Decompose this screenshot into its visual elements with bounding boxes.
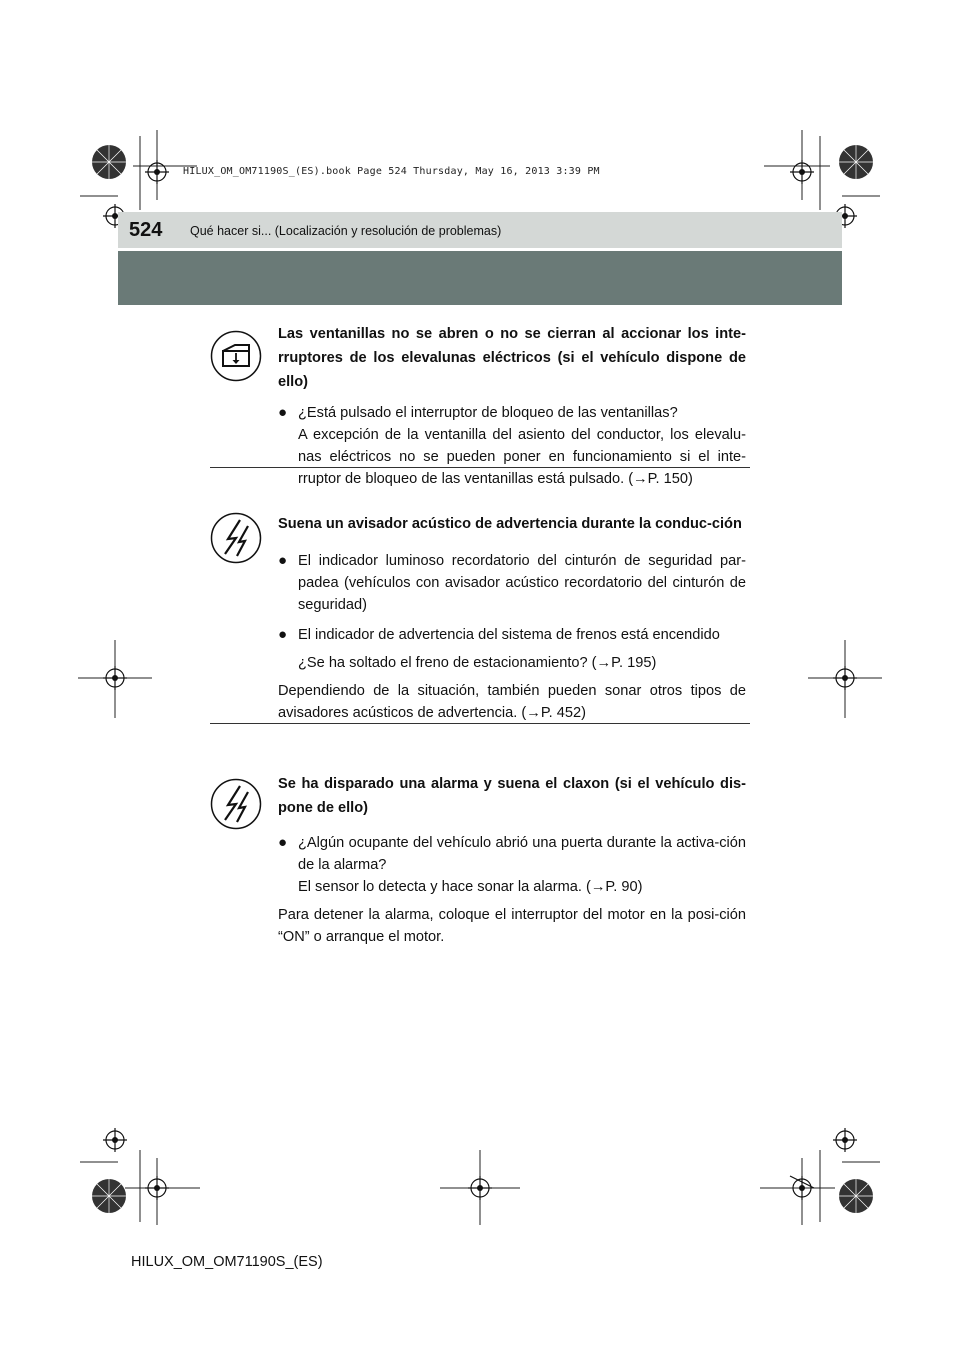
divider [210, 467, 750, 468]
bullet-question: ● ¿Está pulsado el interruptor de bloqueo de las ventanillas? [298, 405, 678, 421]
section-note: Dependiendo de la situación, también pueden sonar otros tipos de avisadores acústicos de advertencia. (→P. 452) [278, 683, 746, 721]
page-number: 524 [129, 219, 163, 241]
power-window-icon [210, 330, 262, 382]
model-code: HILUX_OM_OM71190S_(ES) [131, 1254, 323, 1270]
section-alarm [210, 772, 750, 945]
bullet-item [278, 402, 746, 490]
alarm-icon [210, 778, 262, 830]
section-note: Para detener la alarma, coloque el interruptor del motor en la posi-ción “ON” o arranque el motor. [278, 907, 746, 945]
bullet-text: ● El indicador de advertencia del sistema de frenos está encendido [298, 627, 720, 643]
bullet-item [278, 624, 746, 646]
warning-buzzer-icon [210, 512, 262, 564]
section-heading: Suena un avisador acústico de advertencia durante la conduc-ción [278, 516, 742, 532]
bullet-answer: El sensor lo detecta y hace sonar la alarma. (→P. 90) [298, 879, 643, 895]
bullet-question: ● ¿Algún ocupante del vehículo abrió una puerta durante la activa-ción de la alarma? [298, 835, 746, 873]
section-heading: Las ventanillas no se abren o no se cierran al accionar los inte-rruptores de los elevalunas eléctricos (si el vehículo dispone de ello) [278, 326, 746, 390]
section-title: Qué hacer si... (Localización y resolución de problemas) [190, 224, 502, 238]
header-dark-band [118, 251, 842, 305]
bullet-item [278, 550, 746, 616]
book-info: HILUX_OM_OM71190S_(ES).book Page 524 Thursday, May 16, 2013 3:39 PM [183, 166, 600, 177]
bullet-answer: A excepción de la ventanilla del asiento del conductor, los elevalu-nas eléctricos no se pueden poner en funcionamiento si el inte-rruptor de bloqueo de las ventanillas está pulsado. (→P. 150) [298, 427, 746, 487]
bullet-subtext: ¿Se ha soltado el freno de estacionamiento? (→P. 195) [298, 655, 657, 671]
section-heading: Se ha disparado una alarma y suena el claxon (si el vehículo dis-pone de ello) [278, 776, 746, 816]
bullet-item [278, 832, 746, 898]
divider [210, 723, 750, 724]
bullet-text: ● El indicador luminoso recordatorio del cinturón de seguridad par-padea (vehículos con avisador acústico recordatorio del cinturón de seguridad) [298, 553, 746, 613]
section-warning-buzzer [210, 512, 750, 722]
section-power-windows [210, 322, 750, 487]
